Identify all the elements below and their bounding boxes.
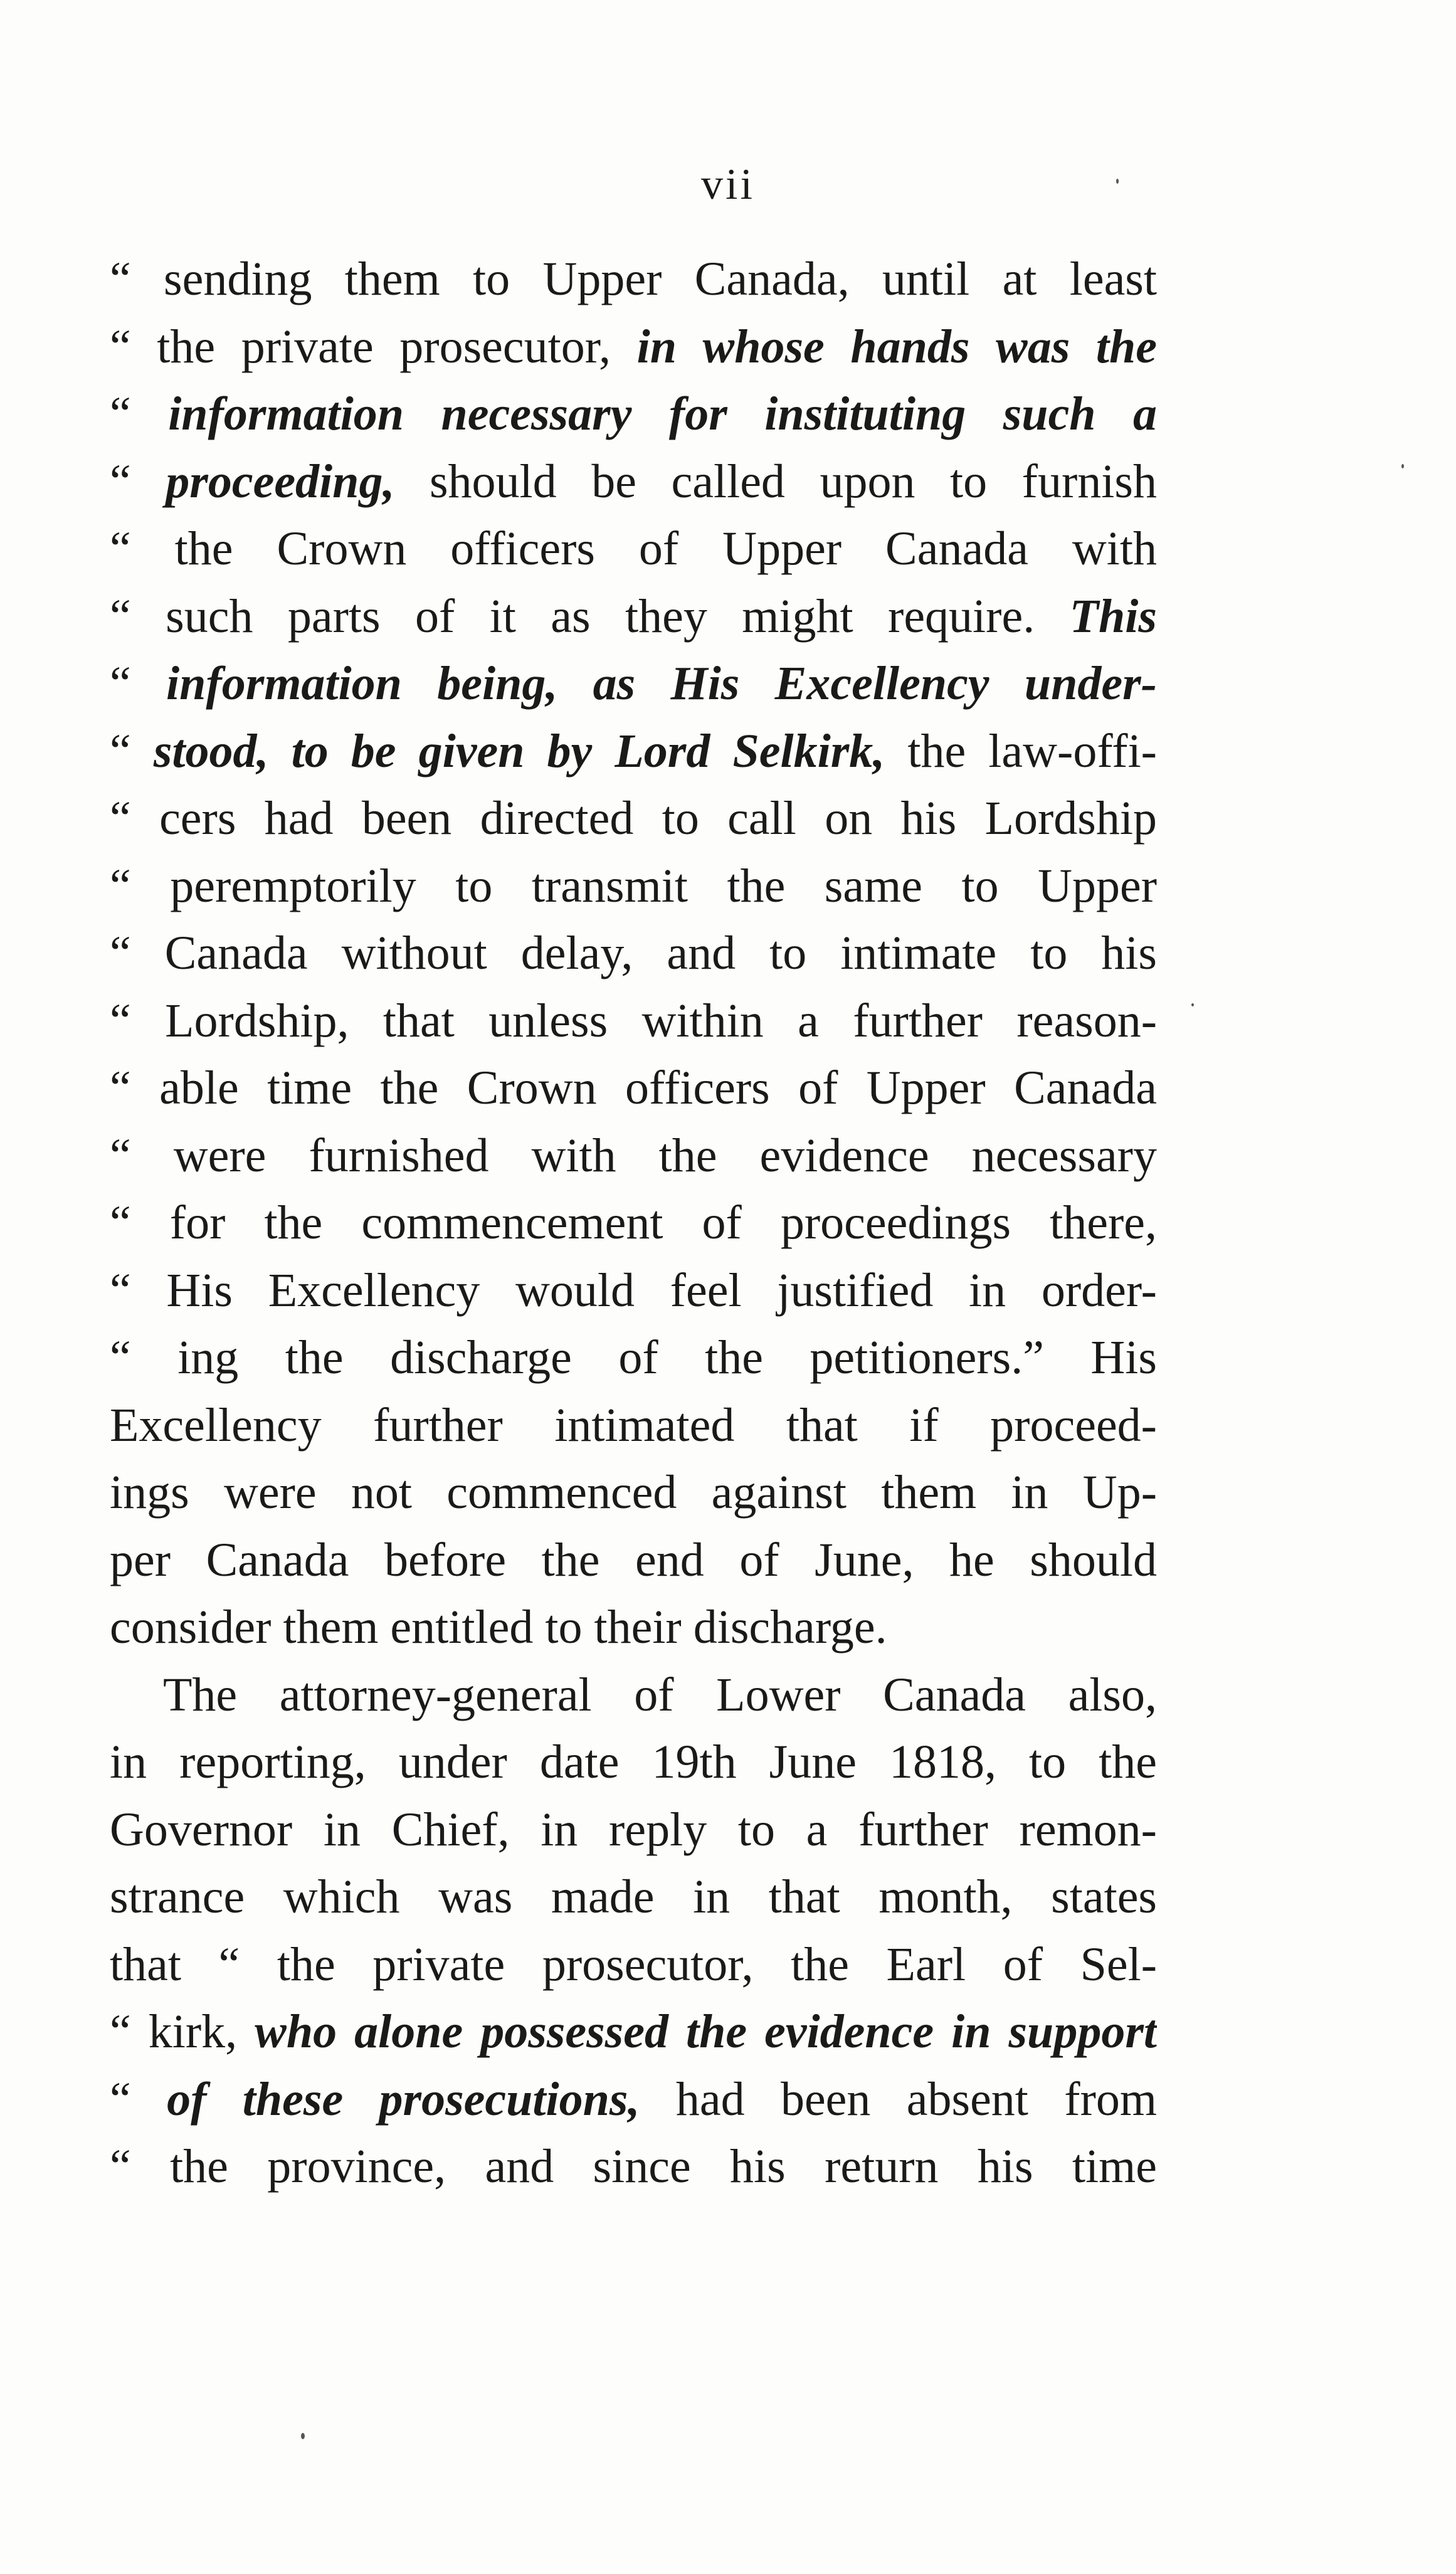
text-span: “ (110, 657, 167, 710)
text-span: “ for the commencement of proceedings there, (110, 1196, 1157, 1249)
text-line (110, 785, 1157, 853)
body-text (110, 246, 1157, 2201)
page-number: vii (701, 161, 755, 209)
text-span: “ kirk, (110, 2005, 255, 2058)
scan-speck (301, 2433, 305, 2439)
text-span: “ cers had been directed to call on his Lordship (110, 792, 1157, 845)
text-span: had been absent from (640, 2072, 1157, 2126)
text-line (110, 246, 1157, 314)
text-line (110, 1527, 1157, 1595)
italic-text-span: proceeding, (166, 455, 395, 508)
text-span: “ the province, and since his return his time (110, 2140, 1157, 2193)
text-line (110, 583, 1157, 651)
text-line (110, 853, 1157, 920)
text-span: Excellency further intimated that if proceed- (110, 1398, 1157, 1452)
text-span: “ ing the discharge of the petitioners.” His (110, 1331, 1157, 1384)
text-line (110, 1055, 1157, 1122)
text-line (110, 1864, 1157, 1931)
text-span: “ peremptorily to transmit the same to Upper (110, 859, 1157, 912)
text-line (110, 1729, 1157, 1796)
italic-text-span: information necessary for instituting such a (168, 388, 1157, 440)
text-line (110, 2066, 1157, 2134)
scan-speck (1116, 179, 1119, 184)
scan-speck (1191, 1003, 1194, 1006)
text-span: Governor in Chief, in reply to a further remon- (110, 1803, 1157, 1856)
text-span: “ (110, 724, 154, 778)
text-span: “ the Crown officers of Upper Canada with (110, 522, 1157, 575)
text-line (110, 448, 1157, 516)
text-line (110, 314, 1157, 381)
text-line (110, 1796, 1157, 1864)
text-span: “ the private prosecutor, (110, 320, 637, 373)
text-line (110, 988, 1157, 1055)
italic-text-span: information being, as His Excellency under- (166, 657, 1157, 710)
italic-text-span: in whose hands was the (636, 320, 1157, 373)
text-line (110, 650, 1157, 718)
text-line (110, 1324, 1157, 1392)
text-span: The attorney-general of Lower Canada also, (163, 1668, 1157, 1721)
text-span: “ (110, 455, 166, 508)
scan-speck (1401, 464, 1404, 468)
text-span: strance which was made in that month, states (110, 1870, 1157, 1923)
text-line (110, 1998, 1157, 2066)
text-line (110, 920, 1157, 988)
text-line (110, 1459, 1157, 1527)
text-span: the law-offi- (885, 724, 1157, 778)
text-line (110, 1257, 1157, 1325)
italic-text-span: stood, to be given by Lord Selkirk, (153, 724, 885, 778)
text-line (110, 1122, 1157, 1190)
text-line (110, 2133, 1157, 2201)
text-span: “ Lordship, that unless within a further reason- (110, 994, 1157, 1047)
text-span: in reporting, under date 19th June 1818, to the (110, 1736, 1157, 1788)
text-line (110, 1931, 1157, 1999)
italic-text-span: This (1069, 589, 1157, 643)
text-span: per Canada before the end of June, he should (110, 1533, 1157, 1586)
text-span: “ able time the Crown officers of Upper Canada (110, 1062, 1157, 1114)
text-span: that “ the private prosecutor, the Earl of Sel- (110, 1938, 1157, 1991)
text-line (110, 515, 1157, 583)
text-span: “ His Excellency would feel justified in order- (110, 1263, 1157, 1317)
text-span: “ Canada without delay, and to intimate to his (110, 927, 1157, 979)
text-span: “ (110, 2072, 167, 2126)
italic-text-span: of these prosecutions, (167, 2072, 640, 2126)
italic-text-span: who alone possessed the evidence in support (255, 2005, 1157, 2058)
text-line (110, 1392, 1157, 1460)
text-span: “ (110, 388, 169, 440)
text-span: “ such parts of it as they might require. (110, 589, 1070, 643)
text-span: “ were furnished with the evidence necessary (110, 1129, 1157, 1182)
text-line (110, 1189, 1157, 1257)
text-span: ings were not commenced against them in Up- (110, 1466, 1157, 1519)
text-line (110, 381, 1157, 448)
text-span: “ sending them to Upper Canada, until at least (110, 253, 1157, 305)
text-span: consider them entitled to their discharge. (110, 1601, 887, 1654)
text-span: should be called upon to furnish (394, 455, 1157, 508)
text-line (110, 718, 1157, 786)
text-line (110, 1662, 1157, 1729)
text-line (110, 1594, 1157, 1662)
